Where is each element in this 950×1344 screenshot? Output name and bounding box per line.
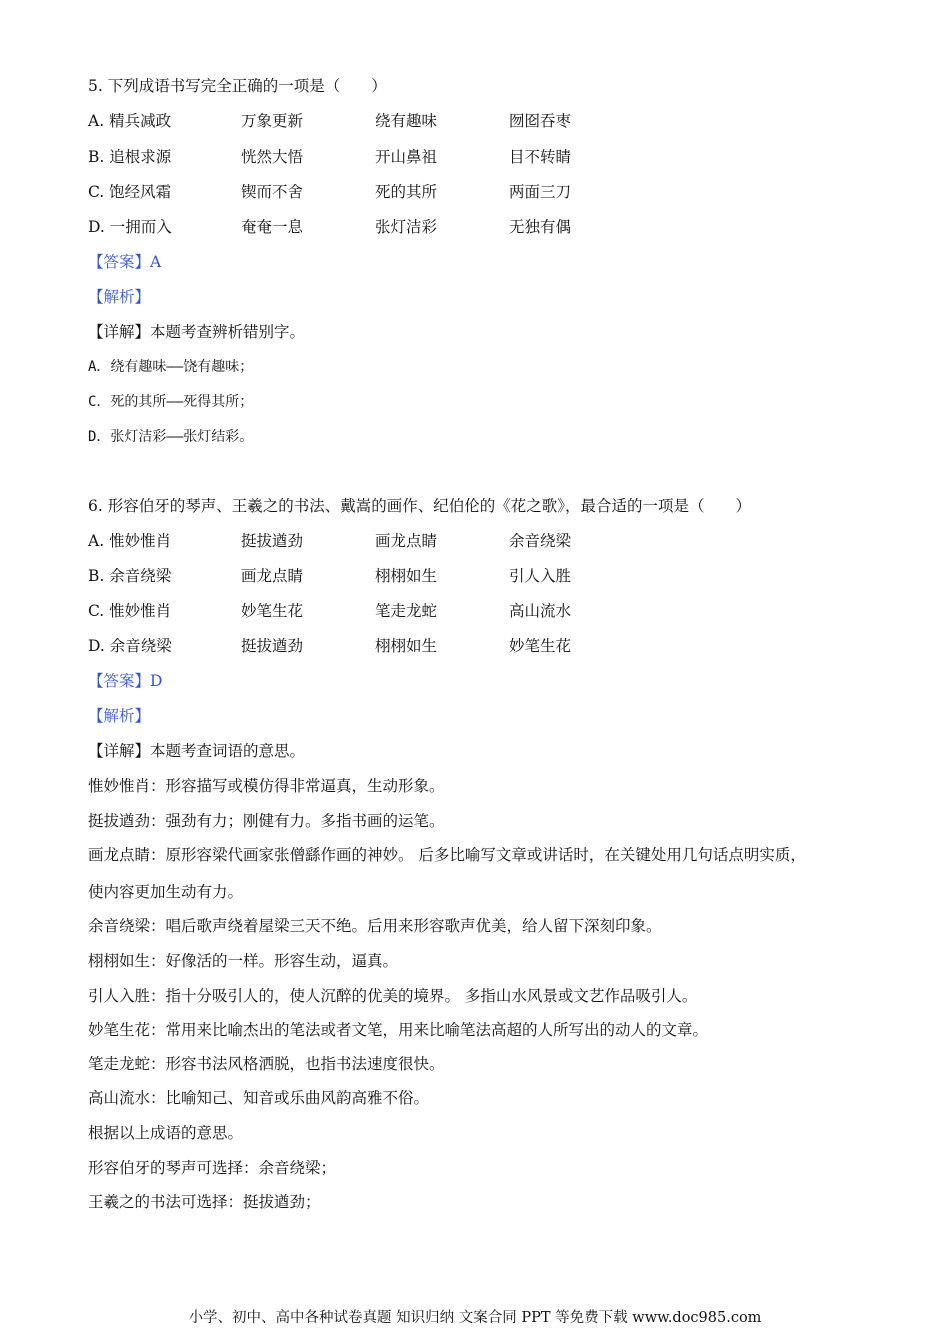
answer-tag: 【答案】 xyxy=(88,672,151,690)
option-item: 妙笔生花 xyxy=(509,637,572,655)
q6-stem: 6. 形容伯牙的琴声、王羲之的书法、戴嵩的画作、纪伯伦的《花之歌》，最合适的一项是（ ） xyxy=(88,497,751,515)
option-item: 余音绕梁 xyxy=(109,567,172,585)
explanation-line: 高山流水：比喻知己、知音或乐曲风韵高雅不俗。 xyxy=(88,1089,430,1107)
q6-option-b xyxy=(88,566,648,586)
option-item: 目不转睛 xyxy=(509,148,572,166)
option-item: 余音绕梁 xyxy=(109,637,172,655)
option-item: 画龙点睛 xyxy=(375,532,438,550)
option-item: 张灯洁彩 xyxy=(375,218,438,236)
option-label: A. xyxy=(88,532,105,550)
option-label: C. xyxy=(88,602,105,620)
option-item: 栩栩如生 xyxy=(375,567,438,585)
q5-detail xyxy=(88,322,305,342)
option-item: 笔走龙蛇 xyxy=(375,602,438,620)
q6-detail xyxy=(88,741,305,761)
explanation-line: 妙笔生花：常用来比喻杰出的笔法或者文笔，用来比喻笔法高超的人所写出的动人的文章。 xyxy=(88,1021,709,1039)
option-item: 画龙点睛 xyxy=(241,567,304,585)
explanation-line: 引人入胜：指十分吸引人的，使人沉醉的优美的境界。 多指山水风景或文艺作品吸引人。 xyxy=(88,987,698,1005)
q6-analysis-tag: 【解析】 xyxy=(88,707,151,725)
page-footer: 小学、初中、高中各种试卷真题 知识归纳 文案合同 PPT 等免费下载 www.doc985.com xyxy=(188,1310,762,1326)
option-item: 绕有趣味 xyxy=(375,112,438,130)
option-item: 惟妙惟肖 xyxy=(109,602,172,620)
explanation-line: 根据以上成语的意思。 xyxy=(88,1124,244,1142)
option-item: 栩栩如生 xyxy=(375,637,438,655)
option-item: 惟妙惟肖 xyxy=(109,532,172,550)
q5-analysis-tag: 【解析】 xyxy=(88,288,151,306)
q6-option-c xyxy=(88,601,648,621)
option-item: 挺拔遒劲 xyxy=(241,532,304,550)
option-item: 挺拔遒劲 xyxy=(241,637,304,655)
option-item: 妙笔生花 xyxy=(241,602,304,620)
option-item: 余音绕梁 xyxy=(509,532,572,550)
option-item: 万象更新 xyxy=(241,112,304,130)
option-item: 追根求源 xyxy=(109,148,172,166)
q6-answer xyxy=(88,671,162,691)
option-item: 饱经风霜 xyxy=(109,183,172,201)
explanation-line: 王羲之的书法可选择：挺拔遒劲； xyxy=(88,1193,321,1211)
option-item: 恍然大悟 xyxy=(241,148,304,166)
explanation-line: 挺拔遒劲：强劲有力；刚健有力。多指书画的运笔。 xyxy=(88,812,445,830)
option-item: 高山流水 xyxy=(509,602,572,620)
option-item: 囫囵吞枣 xyxy=(509,112,572,130)
q5-option-b xyxy=(88,147,648,167)
q5-correction-d: D．张灯洁彩——张灯结彩。 xyxy=(88,429,254,445)
q5-answer xyxy=(88,252,161,272)
explanation-line: 栩栩如生：好像活的一样。形容生动，逼真。 xyxy=(88,952,399,970)
explanation-line: 笔走龙蛇：形容书法风格洒脱，也指书法速度很快。 xyxy=(88,1055,445,1073)
option-item: 精兵减政 xyxy=(109,112,172,130)
detail-text: 本题考查辨析错别字。 xyxy=(150,323,306,341)
q5-option-a xyxy=(88,111,648,131)
q6-option-d xyxy=(88,636,648,656)
q5-option-c xyxy=(88,182,648,202)
option-label: D. xyxy=(88,637,105,655)
answer-value: D xyxy=(150,672,163,690)
option-item: 锲而不舍 xyxy=(241,183,304,201)
option-item: 两面三刀 xyxy=(509,183,572,201)
explanation-line: 惟妙惟肖：形容描写或模仿得非常逼真，生动形象。 xyxy=(88,777,445,795)
answer-value: A xyxy=(150,253,162,271)
option-item: 开山鼻祖 xyxy=(375,148,438,166)
detail-text: 本题考查词语的意思。 xyxy=(150,742,306,760)
option-item: 死的其所 xyxy=(375,183,438,201)
q5-option-d xyxy=(88,217,648,237)
option-label: B. xyxy=(88,567,105,585)
explanation-line: 画龙点睛：原形容梁代画家张僧繇作画的神妙。 后多比喻写文章或讲话时，在关键处用几句话点明实质， xyxy=(88,846,806,864)
option-item: 一拥而入 xyxy=(109,218,172,236)
q5-correction-a: A．绕有趣味——饶有趣味； xyxy=(88,359,254,375)
answer-tag: 【答案】 xyxy=(88,253,151,271)
explanation-line: 形容伯牙的琴声可选择：余音绕梁； xyxy=(88,1159,337,1177)
option-item: 无独有偶 xyxy=(509,218,572,236)
option-label: B. xyxy=(88,148,105,166)
q5-stem: 5. 下列成语书写完全正确的一项是（ ） xyxy=(88,77,387,95)
option-label: A. xyxy=(88,112,105,130)
explanation-line: 使内容更加生动有力。 xyxy=(88,883,244,901)
option-item: 奄奄一息 xyxy=(241,218,304,236)
option-label: D. xyxy=(88,218,105,236)
q5-correction-c: C．死的其所——死得其所； xyxy=(88,394,254,410)
option-label: C. xyxy=(88,183,105,201)
q6-option-a xyxy=(88,531,648,551)
detail-tag: 【详解】 xyxy=(88,323,151,341)
option-item: 引人入胜 xyxy=(509,567,572,585)
detail-tag: 【详解】 xyxy=(88,742,151,760)
explanation-line: 余音绕梁：唱后歌声绕着屋梁三天不绝。后用来形容歌声优美，给人留下深刻印象。 xyxy=(88,917,662,935)
